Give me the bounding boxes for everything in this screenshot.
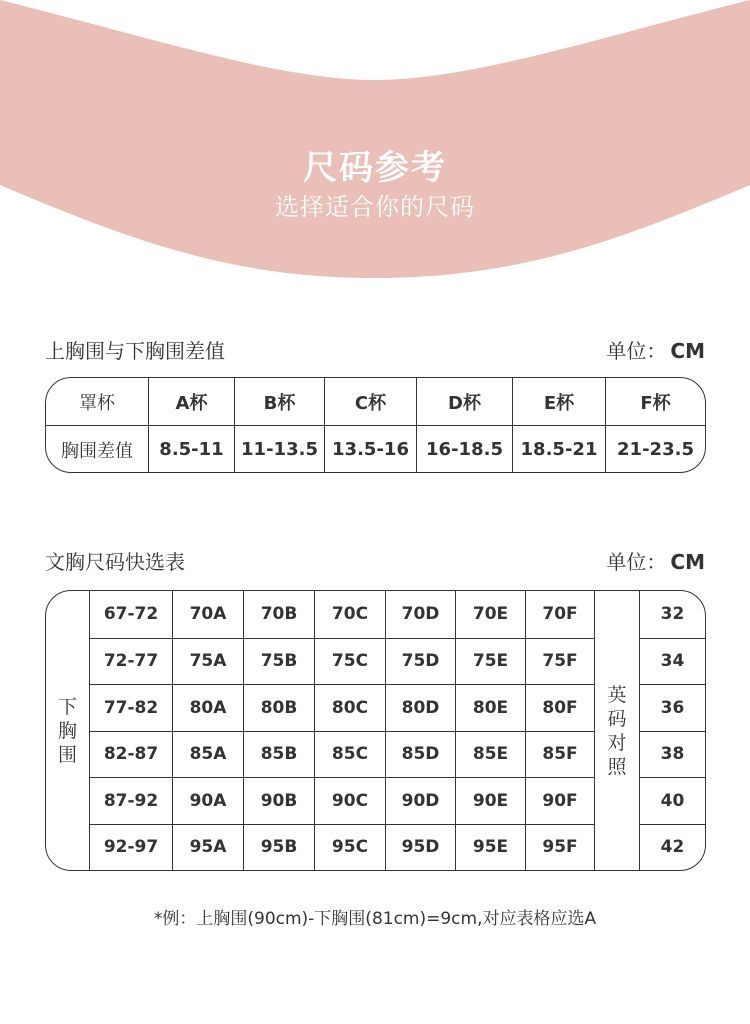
size-row [90, 591, 594, 638]
uk-size: 32 [660, 604, 685, 625]
size-cell: 70F [525, 591, 594, 638]
uk-size: 38 [640, 731, 705, 778]
diff-row-label: 胸围差值 [61, 440, 133, 462]
uk-label: 英 码 对 照 [607, 683, 627, 778]
size-cell: 70D [385, 591, 455, 638]
diff-d: 16-18.5 [416, 426, 512, 473]
size-cell: 90A [172, 778, 243, 824]
size-cell: 90F [525, 778, 594, 824]
uk-label-column [594, 591, 640, 870]
unit-value: CM [670, 339, 705, 363]
size-cell: 85F [525, 732, 594, 778]
size-cell: 80D [385, 685, 455, 731]
page-title: 尺码参考 [303, 148, 447, 188]
size-cell: 80E [455, 685, 525, 731]
size-cell: 90E [455, 778, 525, 824]
size-cell: 90B [243, 778, 314, 824]
diff-row [46, 425, 705, 473]
size-cell: 70C [314, 591, 385, 638]
section2-title: 文胸尺码快选表 [45, 550, 185, 574]
size-row [90, 824, 594, 871]
size-cell: 80F [525, 685, 594, 731]
size-cell: 75C [314, 639, 385, 685]
cup-row-label: 罩杯 [79, 392, 115, 414]
cup-row [46, 378, 705, 425]
uk-size-column [640, 591, 705, 870]
unit-label: 单位： [606, 339, 667, 363]
underbust-label: 下 胸 围 [57, 695, 77, 766]
size-grid [90, 591, 594, 870]
size-cell: 95A [172, 825, 243, 871]
size-cell: 75A [172, 639, 243, 685]
size-row [90, 638, 594, 685]
underbust-range: 92-97 [103, 837, 159, 858]
page-subtitle: 选择适合你的尺码 [275, 193, 475, 221]
underbust-label-column [46, 591, 90, 870]
size-cell: 80B [243, 685, 314, 731]
size-cell: 75E [455, 639, 525, 685]
size-cell: 70E [455, 591, 525, 638]
diff-e: 18.5-21 [512, 426, 605, 473]
uk-size: 34 [640, 638, 705, 685]
underbust-range: 87-92 [103, 790, 159, 811]
uk-size: 42 [640, 824, 705, 871]
size-cell: 95D [385, 825, 455, 871]
section1-title: 上胸围与下胸围差值 [45, 339, 225, 363]
size-cell: 80C [314, 685, 385, 731]
example-note: *例：上胸围(90cm)-下胸围(81cm)=9cm,对应表格应选A [153, 909, 597, 929]
uk-size: 36 [640, 684, 705, 731]
uk-size: 40 [640, 777, 705, 824]
underbust-range: 72-77 [103, 651, 159, 672]
size-cell: 75D [385, 639, 455, 685]
size-cell: 80A [172, 685, 243, 731]
size-cell: 75F [525, 639, 594, 685]
diff-a: 8.5-11 [148, 426, 234, 473]
size-cell: 85D [385, 732, 455, 778]
cup-f: F杯 [640, 392, 671, 414]
cup-b: B杯 [263, 392, 296, 414]
size-cell: 95E [455, 825, 525, 871]
underbust-range: 67-72 [103, 604, 159, 625]
cup-difference-table [45, 377, 706, 473]
size-cell: 75B [243, 639, 314, 685]
diff-f: 21-23.5 [605, 426, 705, 473]
size-cell: 90C [314, 778, 385, 824]
size-cell: 85C [314, 732, 385, 778]
cup-d: D杯 [448, 392, 481, 414]
size-cell: 85A [172, 732, 243, 778]
cup-a: A杯 [175, 392, 208, 414]
size-quick-select-table [45, 590, 706, 871]
underbust-range: 82-87 [103, 744, 159, 765]
diff-b: 11-13.5 [234, 426, 324, 473]
unit-value: CM [670, 550, 705, 574]
size-cell: 90D [385, 778, 455, 824]
size-cell: 95F [525, 825, 594, 871]
size-cell: 85B [243, 732, 314, 778]
size-row [90, 684, 594, 731]
size-cell: 95B [243, 825, 314, 871]
size-cell: 70A [172, 591, 243, 638]
underbust-range: 77-82 [103, 697, 159, 718]
cup-e: E杯 [543, 392, 575, 414]
section1-unit [606, 335, 705, 364]
size-cell: 95C [314, 825, 385, 871]
diff-c: 13.5-16 [324, 426, 416, 473]
size-row [90, 777, 594, 824]
size-cell: 85E [455, 732, 525, 778]
size-row [90, 731, 594, 778]
cup-c: C杯 [354, 392, 387, 414]
unit-label: 单位： [606, 550, 667, 574]
size-cell: 70B [243, 591, 314, 638]
section2-unit [606, 546, 705, 575]
